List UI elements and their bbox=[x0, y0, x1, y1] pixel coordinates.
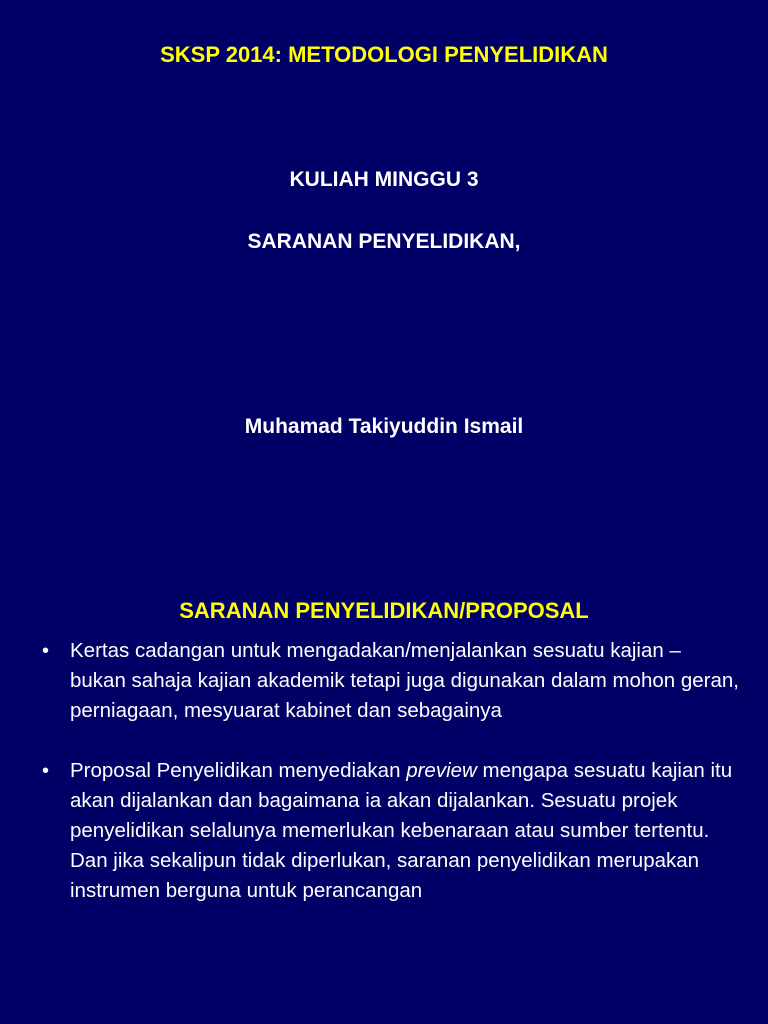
bullet-item bbox=[40, 636, 740, 726]
bullet-text-emphasis: preview bbox=[406, 759, 477, 782]
bullet-text-before: Proposal Penyelidikan menyediakan bbox=[70, 759, 407, 782]
slide-title: SARANAN PENYELIDIKAN/PROPOSAL bbox=[179, 598, 589, 623]
lecture-week: KULIAH MINGGU 3 bbox=[289, 168, 479, 191]
bullet-dot-icon: • bbox=[42, 760, 50, 782]
bullet-text-after: mengapa sesuatu kajian itu akan dijalankan dan bagaimana ia akan dijalankan. Sesuatu projek penyelidikan selalunya memerlukan kebenaraan atau sumber tertentu. Dan jika sekalipun tidak diperlukan, saranan penyelidikan merupakan instrumen berguna untuk perancangan bbox=[70, 759, 733, 902]
lecture-topic: SARANAN PENYELIDIKAN, bbox=[247, 230, 521, 253]
bullet-item bbox=[40, 756, 740, 906]
author-name: Muhamad Takiyuddin Ismail bbox=[244, 415, 524, 438]
course-title: SKSP 2014: METODOLOGI PENYELIDIKAN bbox=[160, 42, 608, 67]
bullet-text: Kertas cadangan untuk mengadakan/menjalankan sesuatu kajian – bukan sahaja kajian akademik tetapi juga digunakan dalam mohon geran, perniagaan, mesyuarat kabinet dan sebagainya bbox=[70, 639, 739, 722]
bullet-dot-icon: • bbox=[42, 640, 50, 662]
bullet-text bbox=[70, 759, 732, 902]
proposal-slide bbox=[0, 512, 768, 1024]
bullet-list bbox=[40, 636, 740, 906]
